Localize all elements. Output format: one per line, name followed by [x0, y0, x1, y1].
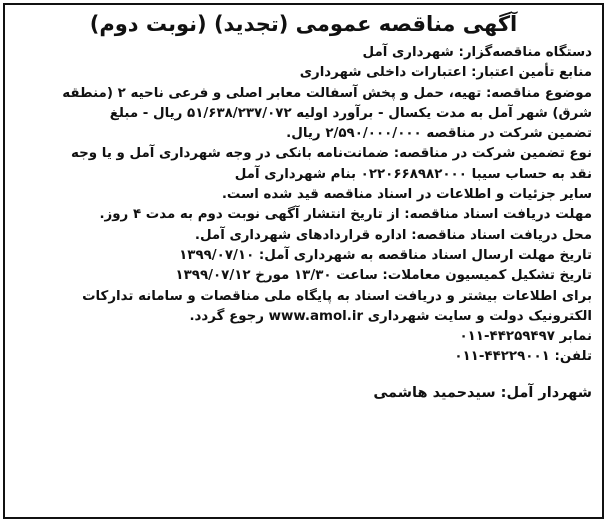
other-details: سایر جزئیات و اطلاعات در اسناد مناقصه قید شده است. — [221, 187, 592, 203]
tendering-body: دستگاه مناقصه‌گزار: شهرداری آمل — [362, 45, 592, 60]
guarantee-type-line-1: نوع تضمین شرکت در مناقصه: ضمانت‌نامه بانکی در وجه شهرداری آمل و یا وجه — [71, 146, 592, 162]
guarantee-type-line-2: نقد به حساب سیبا ۰۲۲۰۶۶۸۹۸۲۰۰۰ بنام شهرداری آمل — [234, 166, 592, 182]
website-suffix: رجوع گردد. — [189, 308, 264, 324]
mayor-signature: شهردار آمل: سیدحمید هاشمی — [373, 384, 592, 401]
document-deadline: مهلت دریافت اسناد مناقصه: از تاریخ انتشار آگهی نوبت دوم به مدت ۴ روز. — [99, 207, 592, 223]
funding-source: منابع تأمین اعتبار: اعتبارات داخلی شهرداری — [299, 65, 592, 81]
notice-title: آگهی مناقصه عمومی (تجدید) (نوبت دوم) — [89, 12, 518, 36]
website-prefix: الکترونیک دولت و سایت شهرداری — [367, 308, 592, 324]
tender-subject-line-3: تضمین شرکت در مناقصه ۲/۵۹۰/۰۰۰/۰۰۰ ریال. — [286, 126, 592, 142]
tender-subject-line-2: شرق) شهر آمل به مدت یکسال - برآورد اولیه ۵۱/۶۳۸/۲۳۷/۰۷۲ ریال - مبلغ — [109, 105, 592, 121]
commission-date: تاریخ تشکیل کمیسیون معاملات: ساعت ۱۳/۳۰ مورخ ۱۳۹۹/۰۷/۱۲ — [175, 268, 592, 284]
phone-number: تلفن: ۴۴۲۲۹۰۰۱-۰۱۱ — [454, 349, 592, 365]
document-location: محل دریافت اسناد مناقصه: اداره قراردادهای شهرداری آمل. — [194, 227, 592, 243]
more-info-line-2 — [15, 307, 592, 327]
tender-notice — [3, 3, 604, 519]
more-info-line-1: برای اطلاعات بیشتر و دریافت اسناد به پایگاه ملی مناقصات و سامانه تدارکات — [82, 288, 592, 304]
tender-subject-line-1: موضوع مناقصه: تهیه، حمل و پخش آسفالت معابر اصلی و فرعی ناحیه ۲ (منطقه — [62, 85, 592, 101]
website-link[interactable]: www.amol.ir — [268, 308, 364, 324]
submission-deadline: تاریخ مهلت ارسال اسناد مناقصه به شهرداری آمل: ۱۳۹۹/۰۷/۱۰ — [179, 247, 592, 263]
fax-number: نمابر ۴۴۲۵۹۴۹۷-۰۱۱ — [459, 329, 592, 345]
